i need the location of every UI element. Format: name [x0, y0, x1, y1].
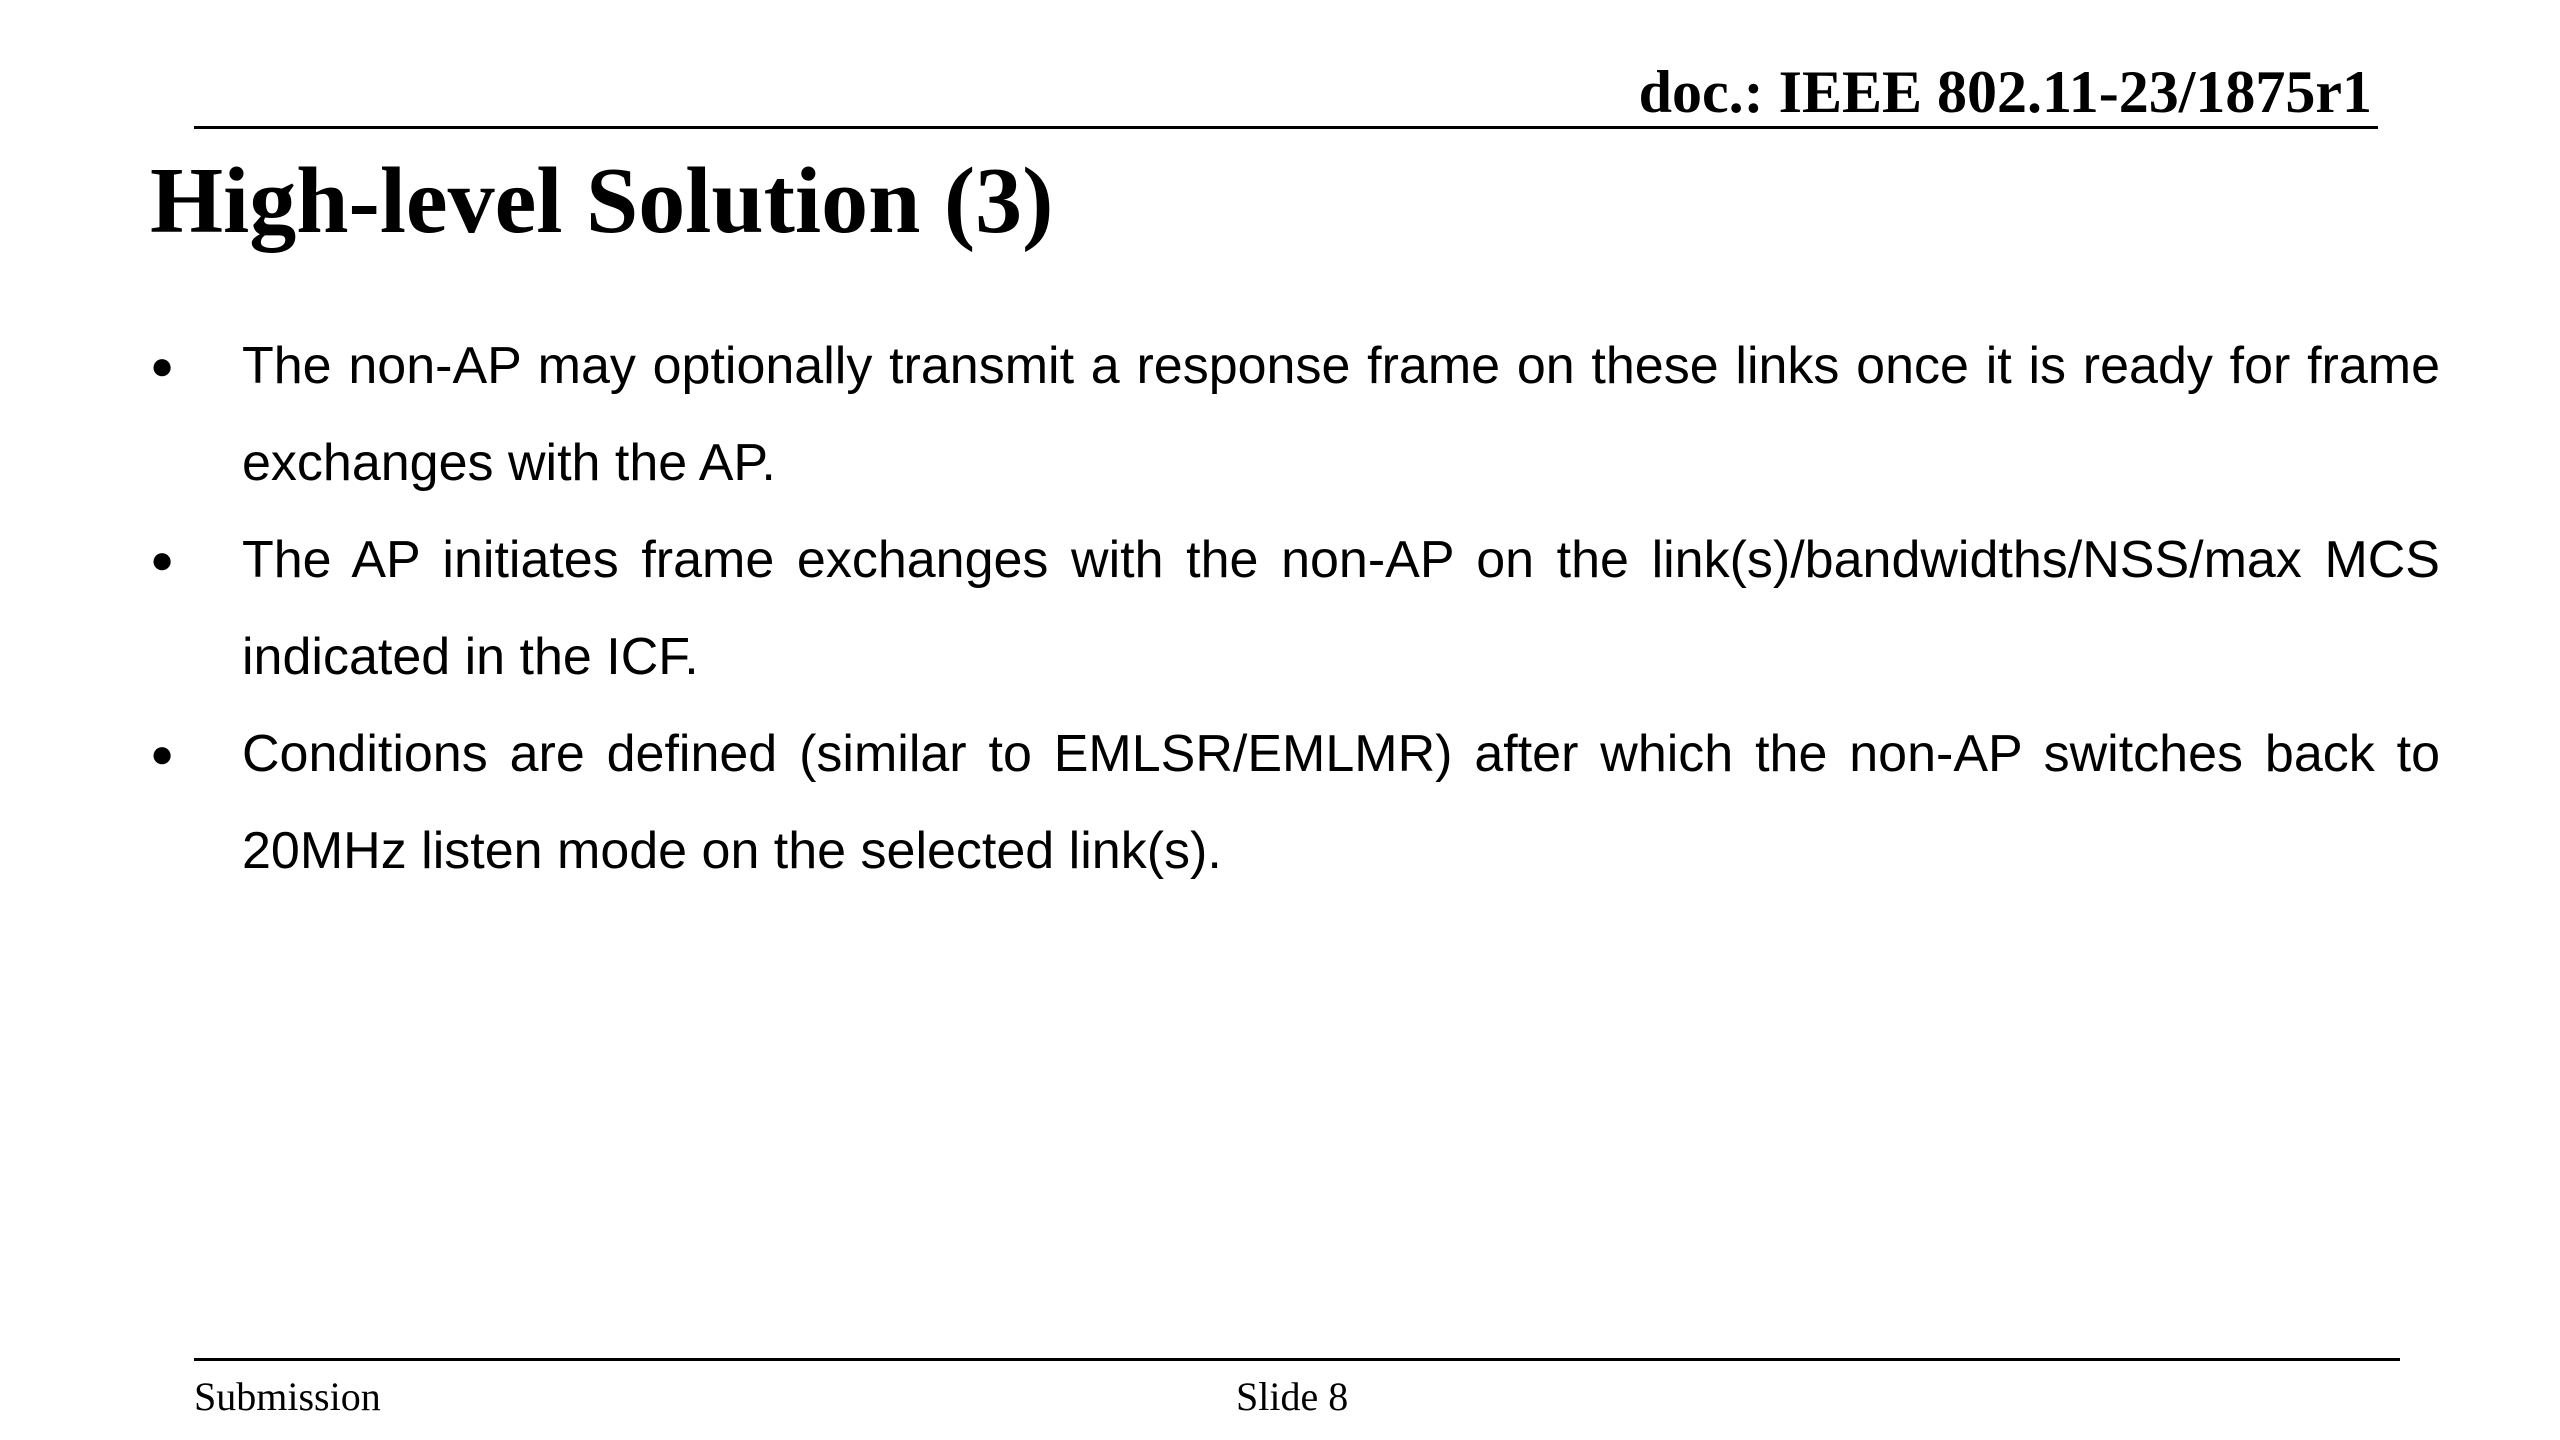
bullet-item: [150, 318, 2440, 512]
bullet-dot-icon: ●: [150, 344, 175, 388]
document-id: doc.: IEEE 802.11-23/1875r1: [1638, 59, 2372, 125]
bullet-text: The non-AP may optionally transmit a response frame on these links once it is ready for frame exchanges with the AP.: [242, 337, 2440, 492]
bullet-text: The AP initiates frame exchanges with the non-AP on the link(s)/bandwidths/NSS/max MCS indicated in the ICF.: [242, 531, 2440, 686]
slide-title: High-level Solution (3): [150, 149, 1054, 253]
footer-divider: [194, 1358, 2400, 1361]
bullet-list: [150, 318, 2440, 900]
bullet-item: [150, 706, 2440, 900]
header-divider: [194, 126, 2378, 129]
bullet-text: Conditions are defined (similar to EMLSR/EMLMR) after which the non-AP switches back to 20MHz listen mode on the selected link(s).: [242, 725, 2440, 880]
footer-slide-number: Slide 8: [1236, 1374, 1349, 1419]
bullet-dot-icon: ●: [150, 732, 175, 776]
bullet-item: [150, 512, 2440, 706]
bullet-dot-icon: ●: [150, 538, 175, 582]
footer-submission: Submission: [194, 1374, 381, 1419]
